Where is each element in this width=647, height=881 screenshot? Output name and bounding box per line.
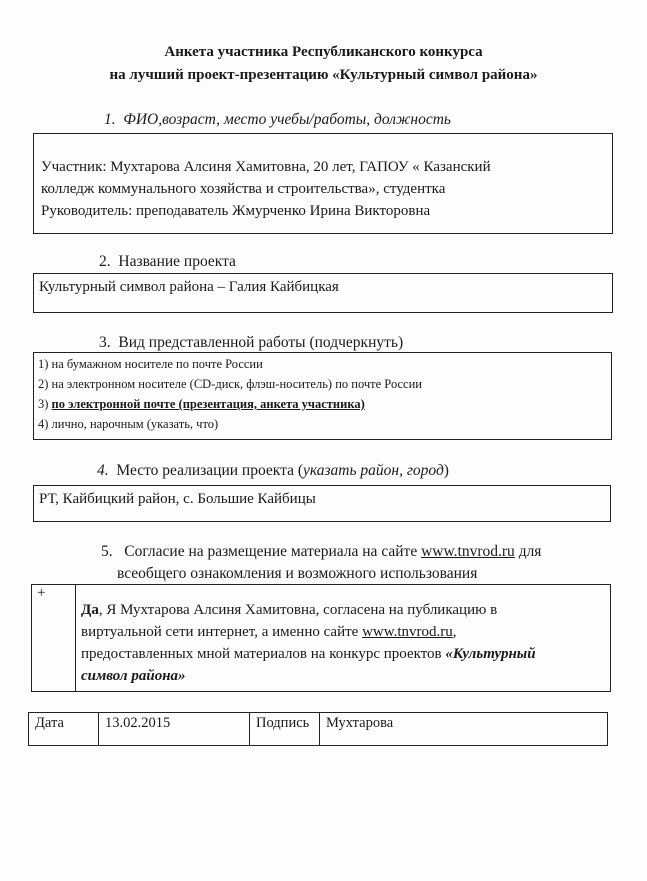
section-4-heading [97, 462, 449, 480]
section-4-number: 4. [97, 462, 109, 479]
work-type-box [33, 352, 612, 440]
consent-line-3 [81, 643, 606, 665]
date-label: Дата [29, 713, 99, 746]
consent-line-4 [81, 665, 606, 687]
section-1-heading [104, 111, 451, 129]
section-5-heading-line-2: всеобщего ознакомления и возможного использования [117, 565, 478, 582]
consent-mark: + [37, 585, 46, 601]
site-link[interactable]: www.tnvrod.ru [421, 543, 515, 560]
signature-table [28, 712, 608, 746]
signature-value: Мухтарова [320, 713, 608, 746]
section-2-title: Название проекта [118, 253, 236, 270]
section-3-title: Вид представленной работы (подчеркнуть) [118, 334, 404, 351]
work-type-option-3 [38, 394, 611, 414]
work-type-option-2: 2) на электронном носителе (CD-диск, флэш-носитель) по почте России [38, 377, 422, 391]
consent-text [81, 599, 606, 687]
section-5-number: 5. [101, 543, 113, 560]
work-type-option-3-number: 3) [38, 397, 52, 411]
consent-project-name-part-2: символ района» [81, 668, 186, 684]
section-1-number: 1. [104, 111, 116, 128]
consent-line-3-text: предоставленных мной материалов на конкурс проектов [81, 646, 446, 662]
section-1-title: ФИО,возраст, место учебы/работы, должность [123, 111, 451, 128]
project-name-value: Культурный символ района – Галия Кайбицкая [39, 279, 339, 295]
section-3-number: 3. [99, 334, 111, 351]
section-5-heading-text: Согласие на размещение материала на сайте [124, 543, 422, 560]
consent-box [31, 584, 611, 692]
supervisor-line: Руководитель: преподаватель Жмурченко Ирина Викторовна [41, 203, 431, 219]
consent-yes: Да [81, 602, 99, 618]
consent-line-2-suffix: , [452, 624, 457, 640]
participant-line: Участник: Мухтарова Алсиня Хамитовна, 20 лет, ГАПОУ « Казанский [41, 159, 491, 175]
section-2-heading [99, 253, 236, 271]
participant-info-box [33, 133, 613, 234]
consent-site-link[interactable]: www.tnvrod.ru [362, 624, 453, 640]
section-4-title: Место реализации проекта ( [116, 462, 303, 479]
document-title-line-1: Анкета участника Республиканского конкурса [164, 44, 483, 60]
work-type-option-4: 4) лично, нарочным (указать, что) [38, 417, 219, 431]
section-5-heading-suffix: для [514, 543, 542, 560]
date-value: 13.02.2015 [99, 713, 250, 746]
consent-line-2 [81, 621, 606, 643]
section-2-number: 2. [99, 253, 111, 270]
section-5-heading-line-1 [101, 543, 541, 561]
signature-label: Подпись [250, 713, 320, 746]
document-title-line-2: на лучший проект-презентацию «Культурный символ района» [109, 67, 538, 83]
consent-mark-cell [32, 585, 76, 691]
work-type-option-1: 1) на бумажном носителе по почте России [38, 357, 263, 371]
location-value: РТ, Кайбицкий район, с. Большие Кайбицы [39, 491, 316, 507]
consent-line-1-text: , Я Мухтарова Алсиня Хамитовна, согласена на публикацию в [98, 602, 498, 618]
college-line: колледж коммунального хозяйства и строительства», студентка [41, 181, 446, 197]
consent-project-name-part-1: «Культурный [445, 646, 536, 662]
work-type-option-3-selected: по электронной почте (презентация, анкета участника) [51, 397, 365, 411]
project-name-box [33, 273, 613, 313]
section-3-heading [99, 334, 403, 352]
consent-line-1 [81, 599, 606, 621]
location-box [33, 485, 611, 522]
consent-line-2-text: виртуальной сети интернет, а именно сайте [81, 624, 363, 640]
section-4-title-close: ) [443, 462, 449, 479]
section-4-title-hint: указать район, город [303, 462, 444, 479]
